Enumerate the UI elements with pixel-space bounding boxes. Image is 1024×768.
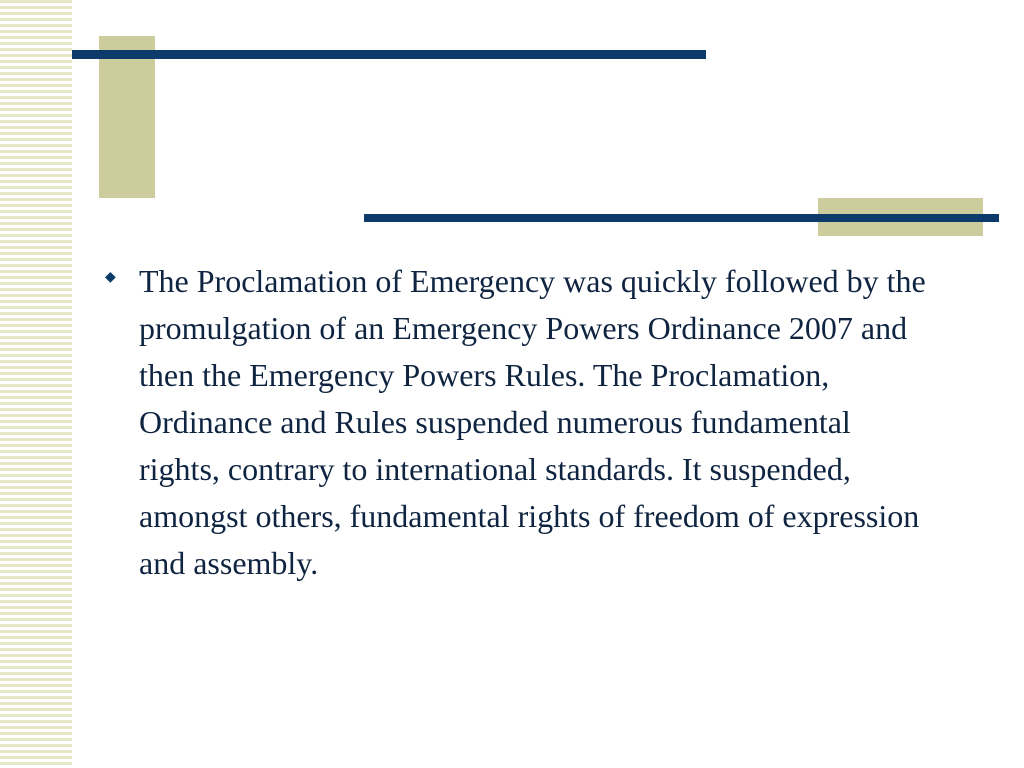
bullet-text: The Proclamation of Emergency was quickly followed by the promulgation of an Emergency Powers Ordinance 2007 and then the Emergency Powers Rules. The Proclamation, Ordinance and Rules suspended numerous fundamental rights, contrary to international standards. It suspended, amongst others, fundamental rights of freedom of expression and assembly. — [139, 263, 926, 581]
decorative-navy-line-mid — [364, 214, 999, 222]
diamond-bullet-icon: ◆ — [105, 269, 116, 285]
slide-content — [105, 258, 945, 587]
decorative-tan-block-top — [99, 36, 155, 198]
decorative-stripes — [0, 0, 72, 768]
bullet-item — [105, 258, 945, 587]
decorative-navy-line-top — [72, 50, 706, 59]
